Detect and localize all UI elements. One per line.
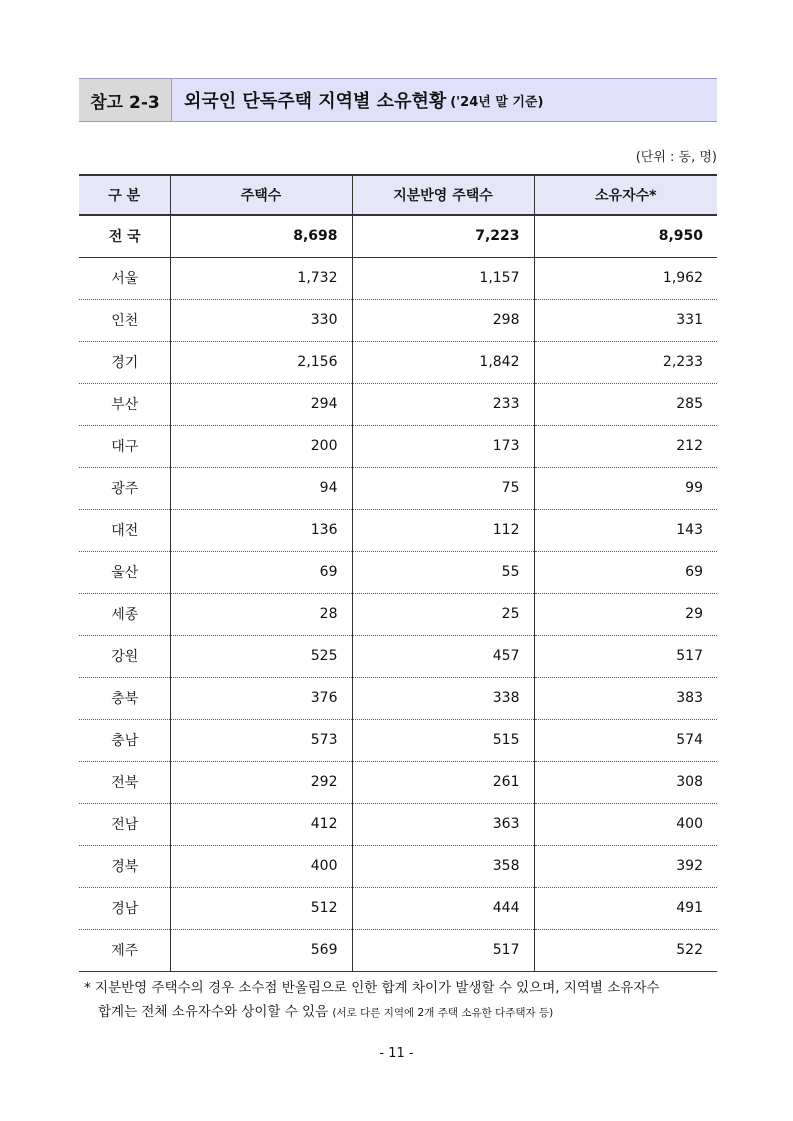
value-cell: 457 [352, 635, 534, 677]
value-cell: 515 [352, 719, 534, 761]
table-row [79, 257, 717, 299]
footnote-line-1: * 지분반영 주택수의 경우 소수점 반올림으로 인한 합계 차이가 발생할 수 있으며, 지역별 소유자수 [84, 980, 660, 996]
value-cell: 233 [352, 383, 534, 425]
value-cell: 363 [352, 803, 534, 845]
value-cell: 298 [352, 299, 534, 341]
footnote [84, 976, 724, 1025]
region-cell: 경북 [79, 845, 170, 887]
value-cell: 29 [534, 593, 717, 635]
value-cell: 112 [352, 509, 534, 551]
region-cell: 경남 [79, 887, 170, 929]
value-cell: 136 [170, 509, 352, 551]
value-cell: 400 [170, 845, 352, 887]
region-cell: 세종 [79, 593, 170, 635]
table-row [79, 593, 717, 635]
table-row [79, 551, 717, 593]
value-cell: 331 [534, 299, 717, 341]
value-cell: 8,950 [534, 215, 717, 257]
value-cell: 294 [170, 383, 352, 425]
table-row [79, 761, 717, 803]
value-cell: 517 [352, 929, 534, 971]
value-cell: 99 [534, 467, 717, 509]
value-cell: 573 [170, 719, 352, 761]
region-cell: 서울 [79, 257, 170, 299]
value-cell: 69 [170, 551, 352, 593]
region-cell: 인천 [79, 299, 170, 341]
value-cell: 383 [534, 677, 717, 719]
value-cell: 574 [534, 719, 717, 761]
value-cell: 200 [170, 425, 352, 467]
value-cell: 75 [352, 467, 534, 509]
value-cell: 491 [534, 887, 717, 929]
value-cell: 173 [352, 425, 534, 467]
section-title [172, 79, 717, 121]
region-cell: 경기 [79, 341, 170, 383]
value-cell: 1,732 [170, 257, 352, 299]
value-cell: 8,698 [170, 215, 352, 257]
table-row [79, 299, 717, 341]
footnote-line-2-text: 합계는 전체 소유자수와 상이할 수 있음 [98, 1004, 329, 1020]
region-cell: 전남 [79, 803, 170, 845]
value-cell: 392 [534, 845, 717, 887]
value-cell: 569 [170, 929, 352, 971]
value-cell: 308 [534, 761, 717, 803]
column-header: 지분반영 주택수 [352, 175, 534, 215]
column-header: 소유자수* [534, 175, 717, 215]
region-cell: 대전 [79, 509, 170, 551]
column-header: 구 분 [79, 175, 170, 215]
value-cell: 55 [352, 551, 534, 593]
region-cell: 대구 [79, 425, 170, 467]
value-cell: 338 [352, 677, 534, 719]
table-row [79, 341, 717, 383]
value-cell: 143 [534, 509, 717, 551]
table-row [79, 719, 717, 761]
value-cell: 358 [352, 845, 534, 887]
value-cell: 7,223 [352, 215, 534, 257]
value-cell: 212 [534, 425, 717, 467]
value-cell: 512 [170, 887, 352, 929]
value-cell: 412 [170, 803, 352, 845]
table-row [79, 803, 717, 845]
table-header [79, 175, 717, 215]
section-title-box [79, 78, 717, 122]
region-cell: 울산 [79, 551, 170, 593]
table-row [79, 467, 717, 509]
value-cell: 285 [534, 383, 717, 425]
page-number: - 11 - [379, 1046, 414, 1061]
value-cell: 261 [352, 761, 534, 803]
value-cell: 1,842 [352, 341, 534, 383]
value-cell: 25 [352, 593, 534, 635]
total-row [79, 215, 717, 257]
footnote-line-2 [84, 1000, 724, 1025]
value-cell: 522 [534, 929, 717, 971]
table-row [79, 677, 717, 719]
region-cell: 부산 [79, 383, 170, 425]
table-row [79, 383, 717, 425]
value-cell: 330 [170, 299, 352, 341]
table-row [79, 929, 717, 971]
value-cell: 69 [534, 551, 717, 593]
value-cell: 525 [170, 635, 352, 677]
region-cell: 강원 [79, 635, 170, 677]
value-cell: 376 [170, 677, 352, 719]
region-cell: 광주 [79, 467, 170, 509]
table-row [79, 845, 717, 887]
value-cell: 2,156 [170, 341, 352, 383]
section-title-sub: ('24년 말 기준) [450, 94, 544, 110]
value-cell: 94 [170, 467, 352, 509]
value-cell: 292 [170, 761, 352, 803]
value-cell: 517 [534, 635, 717, 677]
value-cell: 28 [170, 593, 352, 635]
reference-label: 참고 2-3 [79, 79, 172, 121]
region-cell: 전북 [79, 761, 170, 803]
region-cell: 전 국 [79, 215, 170, 257]
ownership-table [79, 174, 717, 972]
table-row [79, 425, 717, 467]
region-cell: 제주 [79, 929, 170, 971]
value-cell: 2,233 [534, 341, 717, 383]
footnote-line-2-note: (서로 다른 지역에 2개 주택 소유한 다주택자 등) [332, 1007, 554, 1019]
section-title-main: 외국인 단독주택 지역별 소유현황 [184, 91, 447, 112]
region-cell: 충남 [79, 719, 170, 761]
unit-label: (단위 : 동, 명) [635, 150, 717, 165]
column-header: 주택수 [170, 175, 352, 215]
table-row [79, 887, 717, 929]
table-body [79, 215, 717, 971]
value-cell: 1,962 [534, 257, 717, 299]
region-cell: 충북 [79, 677, 170, 719]
value-cell: 400 [534, 803, 717, 845]
table-row [79, 509, 717, 551]
value-cell: 444 [352, 887, 534, 929]
value-cell: 1,157 [352, 257, 534, 299]
table-row [79, 635, 717, 677]
